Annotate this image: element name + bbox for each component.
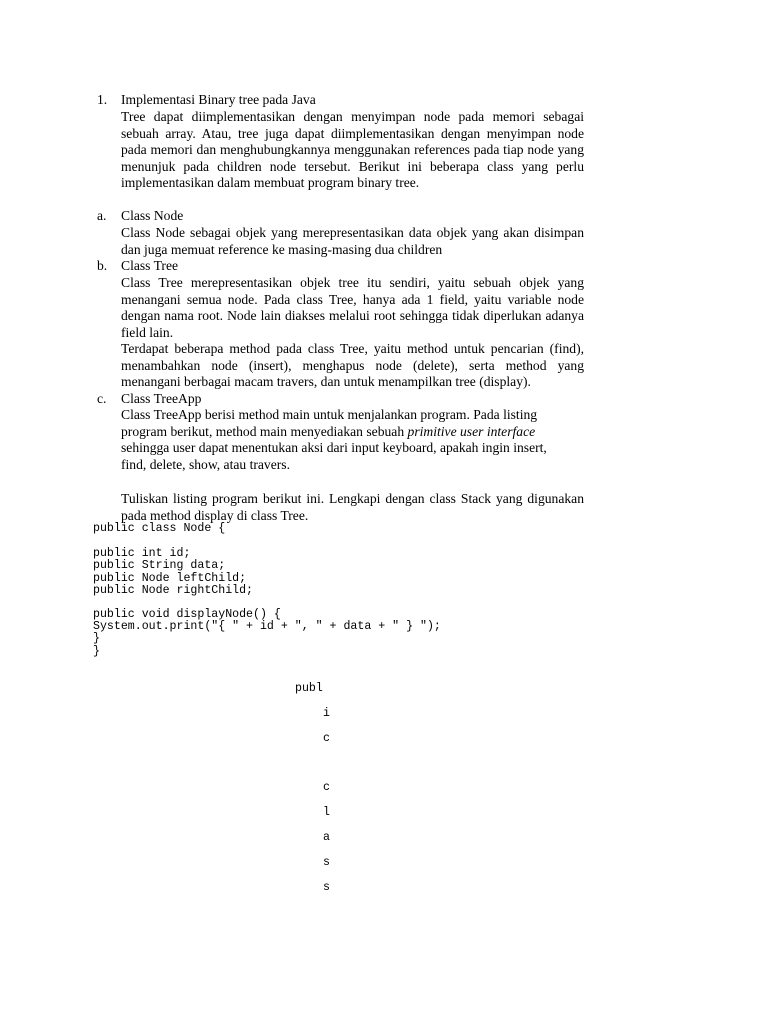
fragment-char-2: c [323,732,330,745]
code-field-1: public int id; [93,547,191,560]
fragment-char-3: c [323,781,330,794]
code-field-4: public Node rightChild; [93,584,254,597]
fragment-char-1: i [323,707,330,720]
instruction-paragraph: Tuliskan listing program berikut ini. Lengkapi dengan class Stack yang digunakan pada method display di class Tree. [121,491,584,523]
code-field-3: public Node leftChild; [93,572,247,585]
fragment-head: publ [295,682,323,695]
fragment-char-5: a [323,831,330,844]
item-b-paragraph-1: Class Tree merepresentasikan objek tree itu sendiri, yaitu sebuah objek yang menangani semua node. Pada class Tree, hanya ada 1 field, yaitu variable node dengan nama root. Node lain diakses melalui root sehingga tidak diperlukan adanya field lain. [121,275,584,340]
item-c-text-pre: Class TreeApp berisi method main untuk menjalankan program. Pada listing program berikut, method main menyediakan sebuah [121,407,538,439]
section-title: Implementasi Binary tree pada Java [121,92,316,107]
item-a-title: Class Node [121,208,184,223]
code-class-close: } [93,645,100,658]
item-c-paragraph [121,407,571,473]
code-field-2: public String data; [93,559,226,572]
fragment-char-7: s [323,881,330,894]
code-line-class: public class Node { [93,522,226,535]
item-b-marker: b. [97,258,108,273]
item-a-marker: a. [97,208,107,223]
intro-paragraph: Tree dapat diimplementasikan dengan menyimpan node pada memori sebagai sebuah array. Atau, tree juga dapat diimplementasikan dengan menyimpan node pada memori dan menghubungkannya menggunakan references pada tiap node yang menunjuk pada children node tersebut. Berikut ini beberapa class yang perlu implementasikan dalam membuat program binary tree. [121,109,584,191]
section-heading [97,92,587,109]
fragment-char-6: s [323,856,330,869]
item-c-text-emphasis: primitive user interface [407,423,536,439]
item-b-title: Class Tree [121,258,179,273]
item-c-title: Class TreeApp [121,391,202,406]
fragment-char-4: l [323,806,330,819]
item-a-paragraph: Class Node sebagai objek yang merepresentasikan data objek yang akan disimpan dan juga memuat reference ke masing-masing dua children [121,225,584,257]
item-b-paragraph-2: Terdapat beberapa method pada class Tree, yaitu method untuk pencarian (find), menambahkan node (insert), menghapus node (delete), serta method yang menangani berbagai macam travers, dan untuk menampilkan tree (display). [121,341,584,390]
item-c-marker: c. [97,391,107,406]
code-method-signature: public void displayNode() { [93,608,281,621]
section-number: 1. [97,92,108,107]
code-method-close: } [93,632,100,645]
code-method-body: System.out.print("{ " + id + ", " + data + " } "); [93,620,441,633]
item-c-text-post: sehingga user dapat menentukan aksi dari input keyboard, apakah ingin insert, find, delete, show, atau travers. [121,440,547,472]
